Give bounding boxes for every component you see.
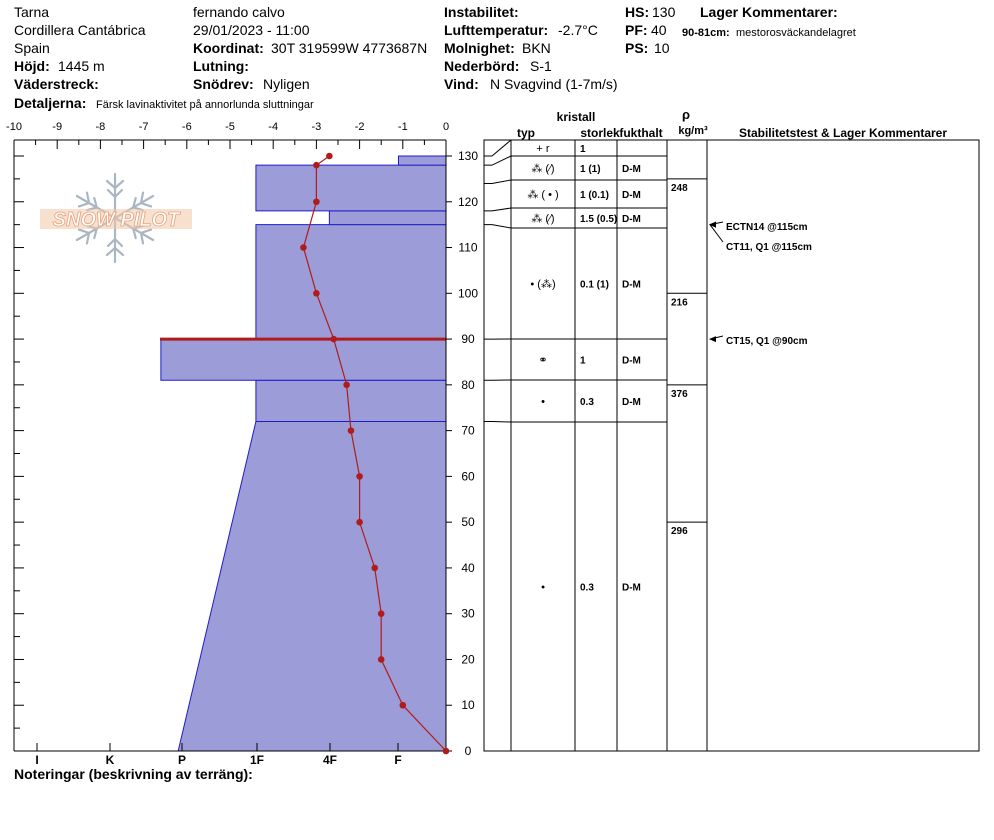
datetime: 29/01/2023 - 11:00: [193, 22, 310, 38]
temp-tick-label: -3: [311, 121, 322, 133]
air-temp-label: Lufttemperatur:: [444, 22, 549, 38]
details-label: Detaljerna:: [14, 95, 87, 111]
details-value: Färsk lavinaktivitet på annorlunda sluttningar: [96, 99, 314, 111]
height-tick-label: 40: [461, 560, 475, 575]
temperature-point: [348, 427, 355, 434]
layer-comment-range: 90-81cm:: [682, 27, 730, 39]
coord-value: 30T 319599W 4773687N: [271, 40, 428, 56]
stability-test-label: CT15, Q1 @90cm: [726, 336, 808, 347]
crystal-type: •: [541, 581, 545, 594]
sky-value: BKN: [522, 40, 551, 56]
country: Spain: [14, 40, 50, 56]
layer-comments-title: Lager Kommentarer:: [700, 4, 838, 20]
crystal-size: 1 (1): [580, 164, 601, 175]
temp-tick-label: -7: [138, 121, 149, 133]
pf-label: PF:: [625, 22, 648, 38]
stability-test-label: CT11, Q1 @115cm: [726, 242, 812, 253]
header-size: storlek: [580, 126, 620, 140]
hardness-label: I: [35, 753, 39, 767]
moisture-value: D-M: [622, 164, 641, 175]
crystal-type: •: [541, 396, 545, 408]
hardness-layer-bar: [178, 421, 446, 751]
height-tick-label: 90: [461, 332, 475, 347]
temperature-point: [378, 656, 385, 663]
stability-arrow-head: [709, 336, 716, 342]
header-density-symbol: ρ: [681, 107, 691, 122]
temp-tick-label: -2: [354, 121, 365, 133]
temperature-point: [330, 336, 337, 343]
height-tick-label: 50: [461, 515, 475, 530]
stability-arrow-line: [710, 225, 723, 242]
header-crystal: kristall: [556, 110, 596, 124]
header-density-unit: kg/m³: [678, 125, 708, 137]
moisture-value: D-M: [622, 279, 641, 291]
header-stability: Stabilitetstest & Lager Kommentarer: [738, 126, 948, 140]
crystal-type: • (⁂): [530, 278, 556, 291]
height-tick-label: 120: [457, 194, 479, 209]
stability-test-label: ECTN14 @115cm: [726, 222, 808, 233]
hardness-label: 1F: [249, 753, 265, 767]
sky-label: Molnighet:: [444, 40, 515, 56]
layer-connector: [484, 225, 511, 228]
layer-comment-text: mestorosväckandelagret: [736, 27, 856, 39]
crystal-size: 0.3: [580, 582, 594, 594]
hs-label: HS:: [625, 4, 650, 20]
hardness-layer-bar: [256, 165, 446, 211]
crystal-size: 1 (0.1): [580, 190, 609, 201]
temperature-point: [443, 748, 450, 755]
moisture-value: D-M: [622, 582, 641, 594]
height-tick-label: 130: [457, 149, 479, 163]
temperature-point: [343, 382, 350, 389]
height-tick-label: 20: [461, 652, 475, 667]
temperature-point: [313, 162, 320, 169]
instability-label: Instabilitet:: [444, 4, 519, 20]
crystal-type: ⁂ (⁄): [531, 163, 555, 175]
pf-value: 40: [651, 22, 667, 38]
height-tick-label: 60: [461, 469, 475, 484]
crystal-size: 0.1 (1): [580, 279, 609, 291]
crystal-type: ⁂ (⁄): [531, 213, 555, 225]
aspect-label: Väderstreck:: [14, 76, 99, 92]
hardness-label: 4F: [322, 753, 338, 767]
air-temp-value: -2.7°C: [558, 22, 598, 38]
stability-arrow-head: [709, 222, 716, 228]
layer-connector: [484, 140, 511, 156]
slope-label: Lutning:: [193, 58, 249, 74]
wind-value: N Svagvind (1-7m/s): [490, 76, 618, 92]
mountain-range: Cordillera Cantábrica: [14, 22, 146, 38]
density-value: 216: [671, 297, 688, 309]
moisture-value: D-M: [622, 190, 641, 201]
crystal-size: 1: [580, 355, 586, 367]
hardness-layer-bar: [256, 225, 446, 339]
temperature-point: [356, 519, 363, 526]
layer-connector: [484, 208, 511, 211]
density-value: 376: [671, 388, 688, 400]
temperature-point: [326, 153, 333, 160]
temperature-point: [356, 473, 363, 480]
temp-tick-label: -9: [52, 121, 63, 133]
height-tick-label: 100: [457, 286, 479, 301]
height-tick-label: 10: [461, 698, 475, 713]
moisture-value: D-M: [622, 355, 641, 367]
temperature-point: [313, 198, 320, 205]
notes-label: Noteringar (beskrivning av terräng):: [14, 766, 253, 782]
height-tick-label: 80: [461, 377, 475, 392]
hardness-layer-bar: [329, 211, 446, 225]
crystal-size: 1: [580, 144, 586, 155]
moisture-value: D-M: [622, 214, 641, 225]
density-value: 296: [671, 526, 688, 538]
temp-tick-label: -6: [181, 121, 192, 133]
logo-text: SNOW PILOT: [52, 209, 180, 231]
layer-connector: [484, 421, 511, 422]
hardness-label: K: [105, 753, 115, 767]
precip-value: S-1: [530, 58, 552, 74]
moisture-value: D-M: [622, 397, 641, 408]
height-tick-label: 30: [461, 606, 475, 621]
crystal-type: ⁂ ( • ): [527, 189, 559, 201]
wind-transport-value: Nyligen: [263, 76, 310, 92]
temp-tick-label: 0: [442, 121, 450, 133]
temp-tick-label: -5: [225, 121, 235, 133]
coord-label: Koordinat:: [193, 40, 264, 56]
elevation-value: 1445 m: [58, 58, 105, 74]
height-tick-label: 110: [458, 240, 478, 255]
hardness-label: F: [394, 753, 402, 767]
temp-tick-label: -8: [95, 121, 106, 133]
header-moisture: fukthalt: [619, 126, 663, 140]
height-tick-label: 0: [464, 744, 472, 758]
temp-tick-label: -4: [268, 121, 279, 133]
layer-connector: [484, 180, 511, 183]
temp-tick-label: -1: [397, 121, 408, 133]
temp-tick-label: -10: [6, 121, 22, 133]
hardness-layer-bar: [256, 380, 446, 421]
layer-connector: [484, 156, 511, 165]
hardness-label: P: [177, 753, 187, 767]
temperature-point: [313, 290, 320, 297]
hs-value: 130: [652, 4, 676, 20]
wind-label: Vind:: [444, 76, 479, 92]
crystal-type: + r: [536, 143, 550, 155]
ps-label: PS:: [625, 40, 649, 56]
elevation-label: Höjd:: [14, 58, 50, 74]
temperature-point: [371, 565, 378, 572]
wind-transport-label: Snödrev:: [193, 76, 254, 92]
hardness-layer-bar: [398, 156, 446, 165]
observer: fernando calvo: [193, 4, 285, 20]
crystal-size: 1.5 (0.5): [580, 214, 618, 225]
density-value: 248: [671, 182, 688, 194]
temperature-point: [378, 610, 385, 617]
temperature-point: [400, 702, 407, 709]
hardness-layer-bar: [161, 339, 446, 380]
location: Tarna: [14, 4, 50, 20]
precip-label: Nederbörd:: [444, 58, 520, 74]
temperature-point: [300, 244, 307, 251]
snowpilot-logo: [40, 174, 192, 262]
crystal-size: 0.3: [580, 397, 594, 408]
header-type: typ: [517, 126, 535, 140]
height-tick-label: 70: [461, 423, 475, 438]
ps-value: 10: [654, 40, 670, 56]
crystal-type: ⚭: [538, 354, 548, 367]
